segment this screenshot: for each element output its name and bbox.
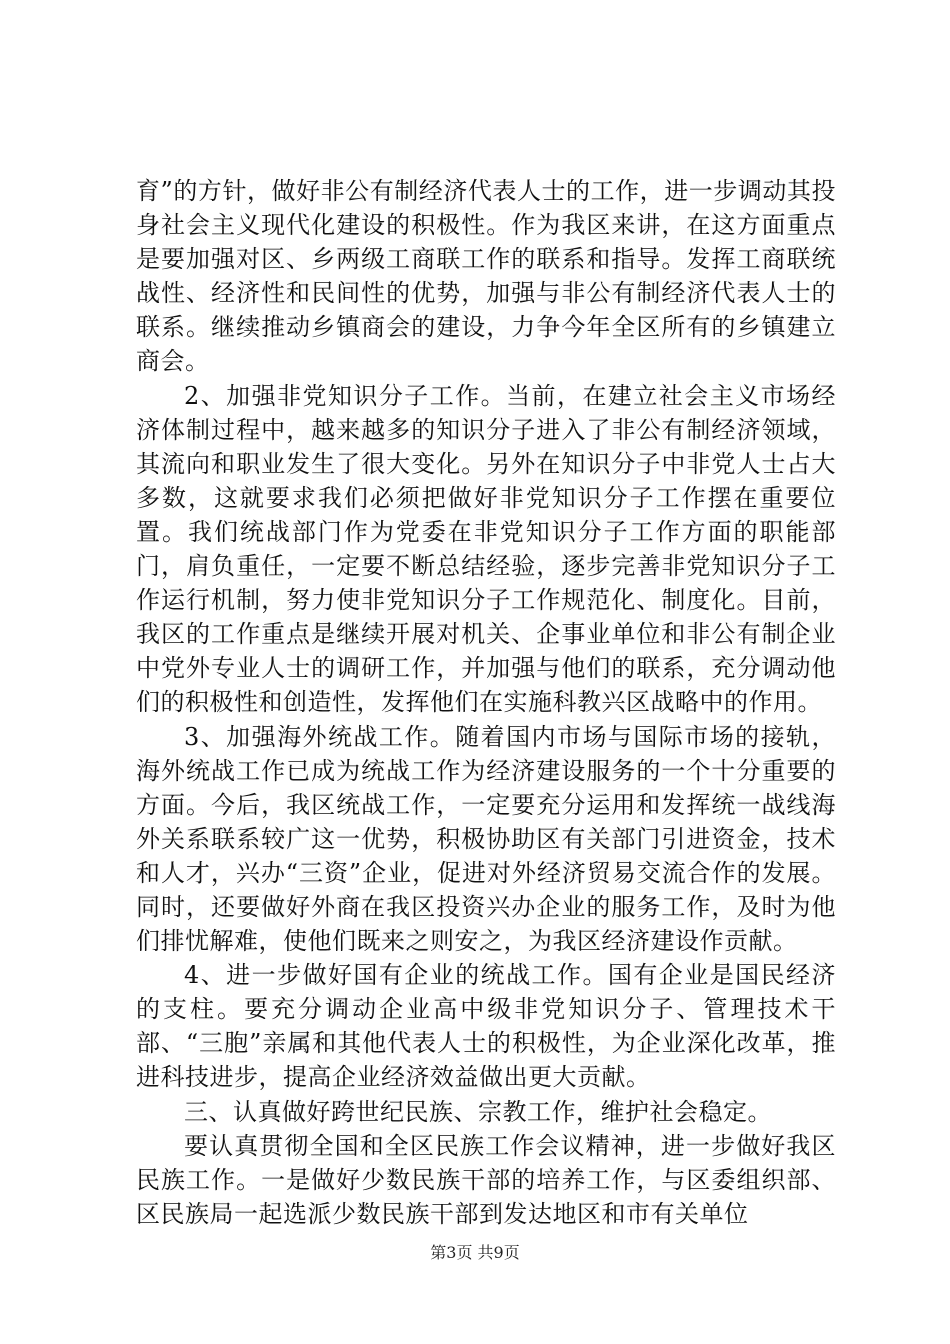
paragraph-3: 3、加强海外统战工作。随着国内市场与国际市场的接轨，海外统战工作已成为统战工作为经济建设服务的一个十分重要的方面。今后，我区统战工作，一定要充分运用和发挥统一战线海外关系联系较广这一优势，积极协助区有关部门引进资金，技术和人才，兴办“三资”企业，促进对外经济贸易交流合作的发展。同时，还要做好外商在我区投资兴办企业的服务工作，及时为他们排忧解难，使他们既来之则安之，为我区经济建设作贡献。 — [136, 722, 836, 956]
page-footer: 第3页 共9页 — [430, 1243, 520, 1262]
paragraph-4: 4、进一步做好国有企业的统战工作。国有企业是国民经济的支柱。要充分调动企业高中级非党知识分子、管理技术干部、“三胞”亲属和其他代表人士的积极性，为企业深化改革，推进科技进步，提高企业经济效益做出更大贡献。 — [136, 961, 836, 1092]
paragraph-5: 要认真贯彻全国和全区民族工作会议精神，进一步做好我区民族工作。一是做好少数民族干部的培养工作，与区委组织部、区民族局一起选派少数民族干部到发达地区和市有关单位 — [136, 1131, 836, 1228]
body-text — [136, 174, 836, 1231]
paragraph-2: 2、加强非党知识分子工作。当前，在建立社会主义市场经济体制过程中，越来越多的知识分子进入了非公有制经济领域，其流向和职业发生了很大变化。另外在知识分子中非党人士占大多数，这就要求我们必须把做好非党知识分子工作摆在重要位置。我们统战部门作为党委在非党知识分子工作方面的职能部门，肩负重任，一定要不断总结经验，逐步完善非党知识分子工作运行机制，努力使非党知识分子工作规范化、制度化。目前，我区的工作重点是继续开展对机关、企事业单位和非公有制企业中党外专业人士的调研工作，并加强与他们的联系，充分调动他们的积极性和创造性，发挥他们在实施科教兴区战略中的作用。 — [136, 381, 836, 717]
paragraph-1: 育”的方针，做好非公有制经济代表人士的工作，进一步调动其投身社会主义现代化建设的积极性。作为我区来讲，在这方面重点是要加强对区、乡两级工商联工作的联系和指导。发挥工商联统战性、经济性和民间性的优势，加强与非公有制经济代表人士的联系。继续推动乡镇商会的建设，力争今年全区所有的乡镇建立商会。 — [136, 177, 836, 376]
section-heading-3: 三、认真做好跨世纪民族、宗教工作，维护社会稳定。 — [184, 1097, 772, 1126]
